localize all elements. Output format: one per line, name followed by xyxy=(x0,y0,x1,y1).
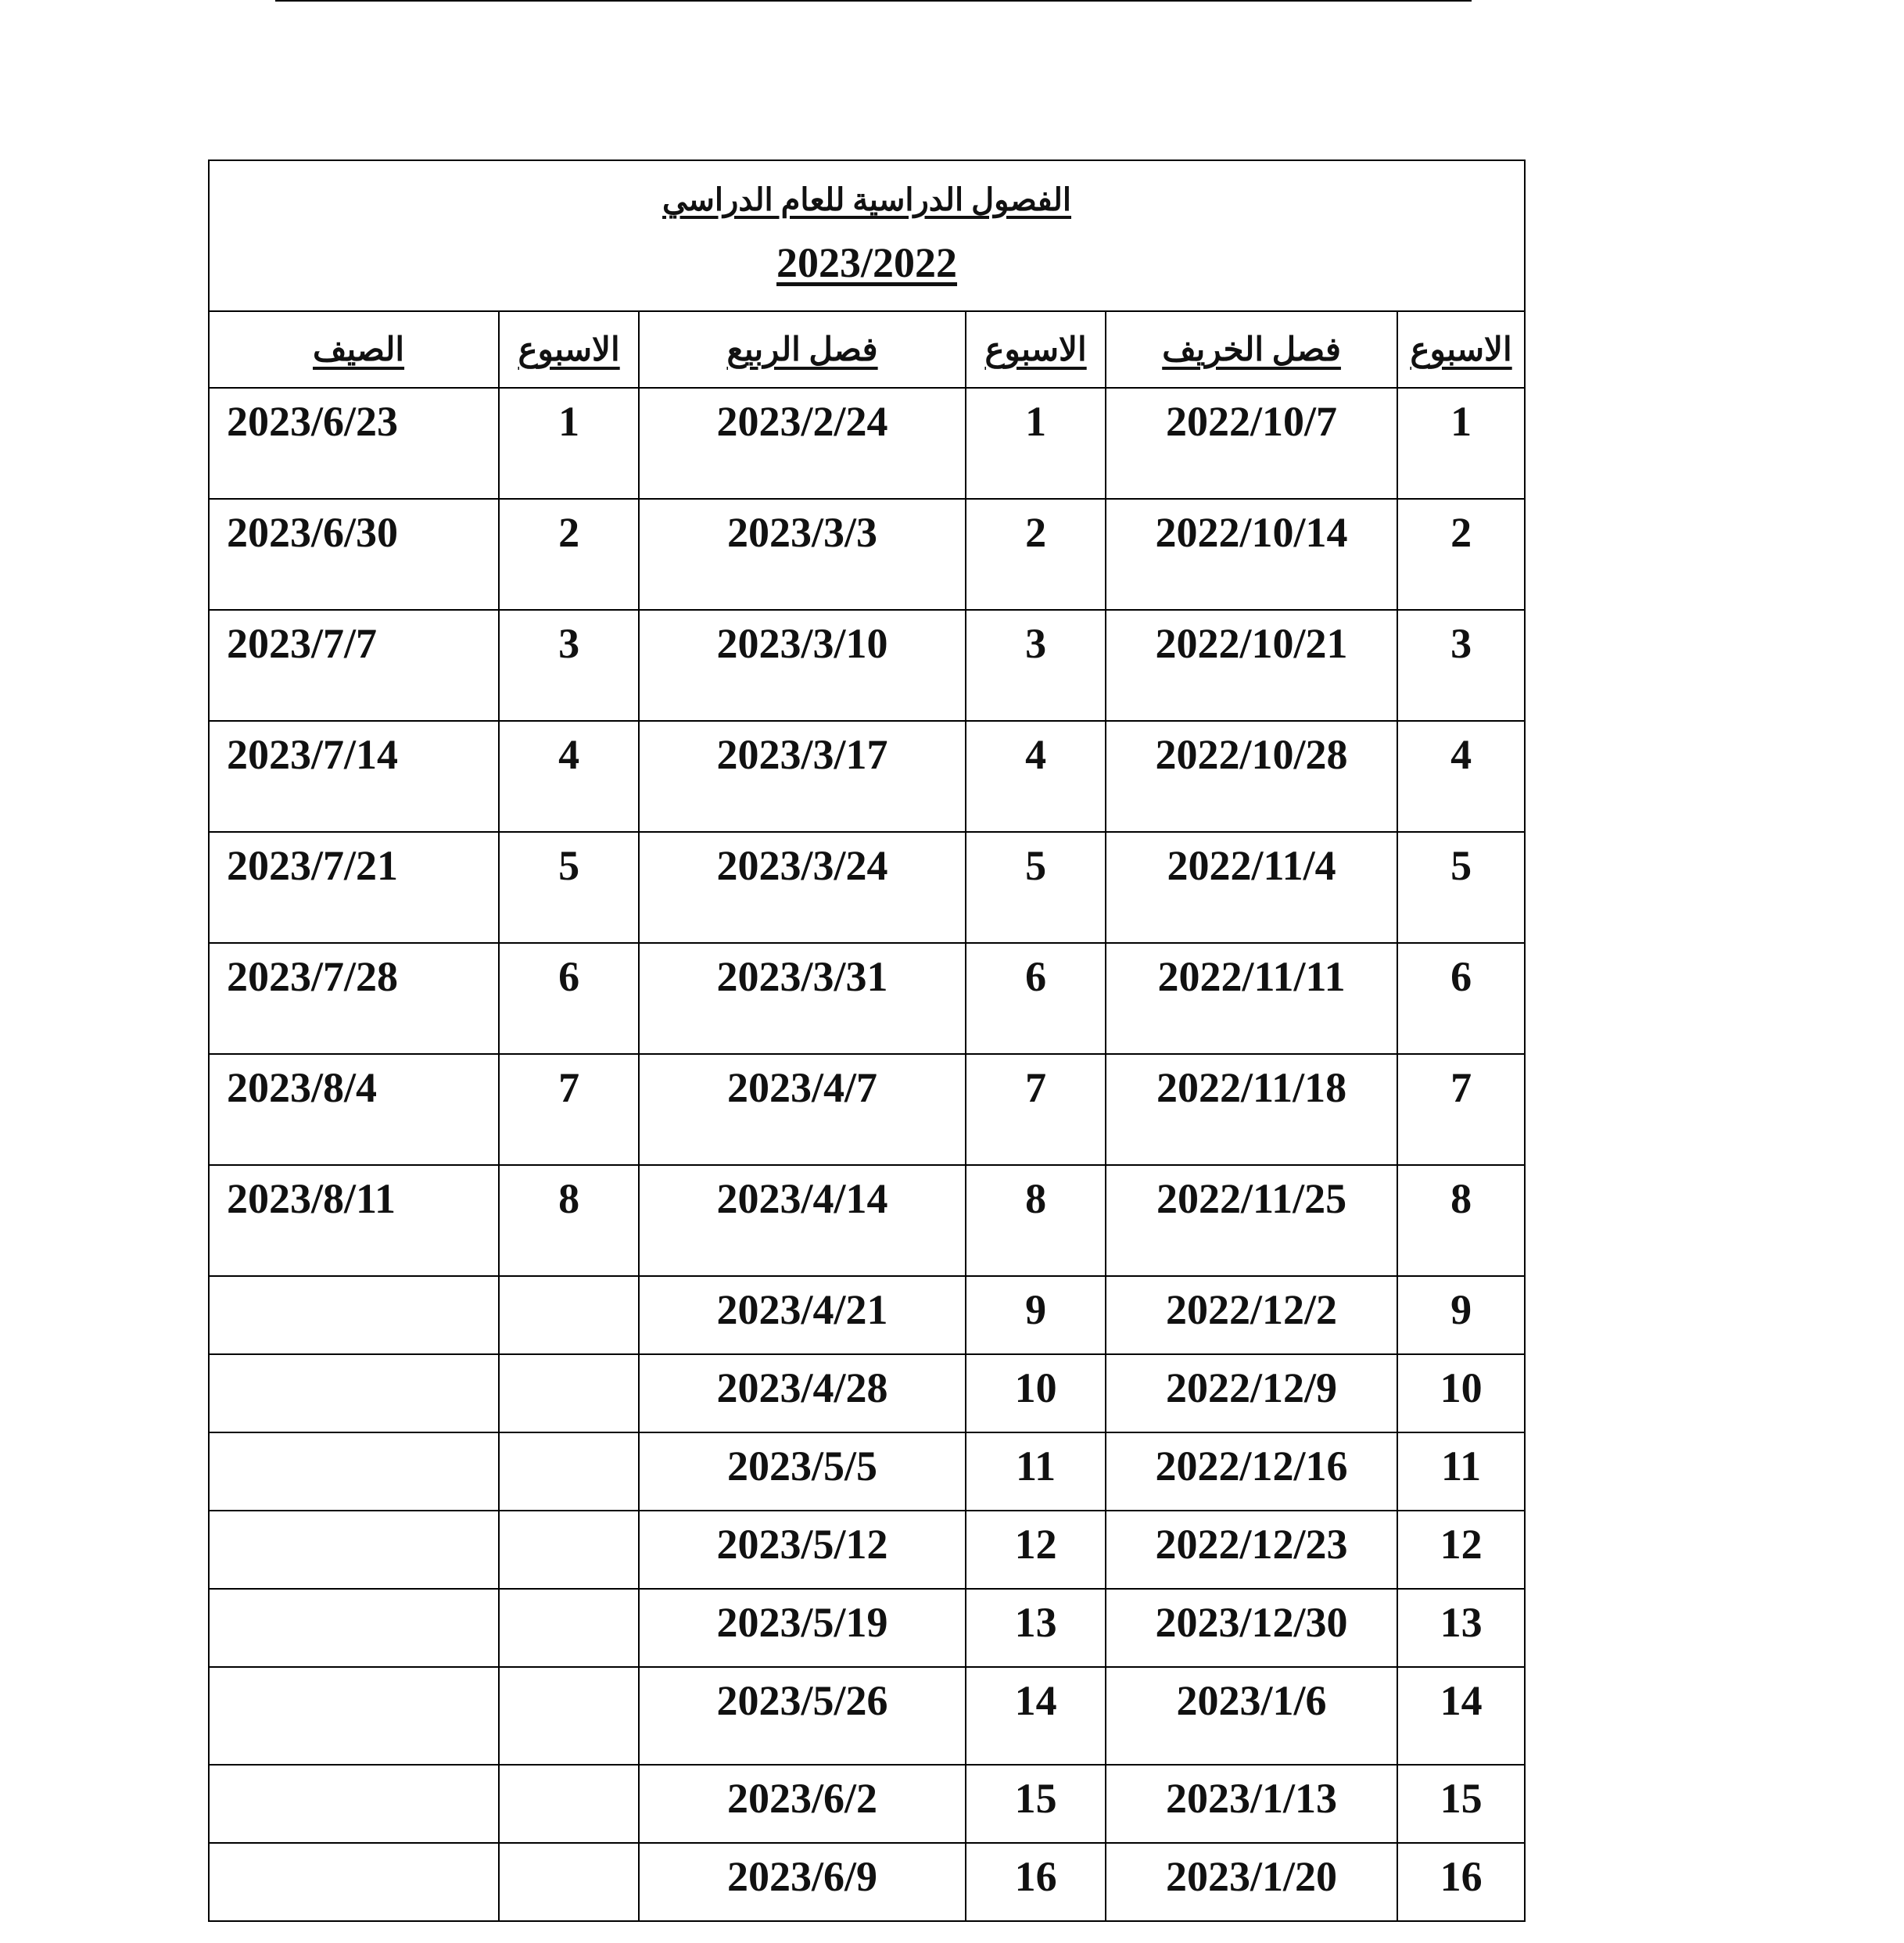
fall-week-cell: 8 xyxy=(1397,1165,1525,1276)
fall-date-cell: 2023/1/20 xyxy=(1106,1843,1397,1921)
spring-date-cell: 2023/3/31 xyxy=(639,943,966,1054)
fall-date-cell: 2022/12/9 xyxy=(1106,1354,1397,1432)
top-rule xyxy=(275,0,1472,2)
spring-date-cell: 2023/6/9 xyxy=(639,1843,966,1921)
header-fall-week: الاسبوع xyxy=(1397,311,1525,388)
table-row xyxy=(209,1765,1525,1843)
spring-week-cell: 11 xyxy=(966,1432,1106,1511)
header-fall: فصل الخريف xyxy=(1106,311,1397,388)
title-row xyxy=(209,160,1525,311)
fall-week-cell: 14 xyxy=(1397,1667,1525,1765)
table-row xyxy=(209,943,1525,1054)
summer-date-cell: 2023/7/7 xyxy=(209,610,499,721)
header-summer: الصيف xyxy=(209,311,499,388)
summer-week-cell: 2 xyxy=(499,499,639,610)
fall-week-cell: 10 xyxy=(1397,1354,1525,1432)
spring-week-cell: 2 xyxy=(966,499,1106,610)
spring-week-cell: 4 xyxy=(966,721,1106,832)
spring-week-cell: 15 xyxy=(966,1765,1106,1843)
fall-date-cell: 2022/11/25 xyxy=(1106,1165,1397,1276)
fall-date-cell: 2022/10/21 xyxy=(1106,610,1397,721)
fall-week-cell: 7 xyxy=(1397,1054,1525,1165)
header-summer-week: الاسبوع xyxy=(499,311,639,388)
spring-week-cell: 16 xyxy=(966,1843,1106,1921)
summer-week-cell: 4 xyxy=(499,721,639,832)
summer-date-cell xyxy=(209,1843,499,1921)
semester-schedule-table xyxy=(208,160,1526,1922)
spring-date-cell: 2023/3/17 xyxy=(639,721,966,832)
fall-date-cell: 2022/12/23 xyxy=(1106,1511,1397,1589)
spring-week-cell: 6 xyxy=(966,943,1106,1054)
summer-week-cell xyxy=(499,1589,639,1667)
summer-week-cell: 5 xyxy=(499,832,639,943)
table-row xyxy=(209,499,1525,610)
summer-date-cell: 2023/7/28 xyxy=(209,943,499,1054)
summer-week-cell xyxy=(499,1765,639,1843)
spring-date-cell: 2023/3/3 xyxy=(639,499,966,610)
summer-date-cell: 2023/8/4 xyxy=(209,1054,499,1165)
summer-date-cell: 2023/7/14 xyxy=(209,721,499,832)
spring-date-cell: 2023/2/24 xyxy=(639,388,966,499)
table-row xyxy=(209,1511,1525,1589)
fall-date-cell: 2023/12/30 xyxy=(1106,1589,1397,1667)
spring-date-cell: 2023/3/24 xyxy=(639,832,966,943)
summer-week-cell xyxy=(499,1276,639,1354)
fall-date-cell: 2022/11/18 xyxy=(1106,1054,1397,1165)
spring-date-cell: 2023/5/19 xyxy=(639,1589,966,1667)
summer-date-cell xyxy=(209,1765,499,1843)
summer-week-cell: 8 xyxy=(499,1165,639,1276)
fall-week-cell: 5 xyxy=(1397,832,1525,943)
summer-week-cell: 1 xyxy=(499,388,639,499)
fall-week-cell: 9 xyxy=(1397,1276,1525,1354)
spring-date-cell: 2023/4/7 xyxy=(639,1054,966,1165)
summer-date-cell: 2023/7/21 xyxy=(209,832,499,943)
summer-week-cell: 6 xyxy=(499,943,639,1054)
table-row xyxy=(209,1165,1525,1276)
spring-week-cell: 12 xyxy=(966,1511,1106,1589)
title-cell xyxy=(209,160,1525,311)
spring-week-cell: 3 xyxy=(966,610,1106,721)
spring-date-cell: 2023/5/26 xyxy=(639,1667,966,1765)
fall-week-cell: 2 xyxy=(1397,499,1525,610)
spring-week-cell: 8 xyxy=(966,1165,1106,1276)
table-row xyxy=(209,1589,1525,1667)
spring-date-cell: 2023/4/14 xyxy=(639,1165,966,1276)
fall-date-cell: 2022/12/2 xyxy=(1106,1276,1397,1354)
summer-week-cell: 3 xyxy=(499,610,639,721)
fall-date-cell: 2022/10/7 xyxy=(1106,388,1397,499)
fall-date-cell: 2022/11/11 xyxy=(1106,943,1397,1054)
table-row xyxy=(209,1054,1525,1165)
table-body xyxy=(209,388,1525,1921)
spring-week-cell: 5 xyxy=(966,832,1106,943)
summer-date-cell xyxy=(209,1354,499,1432)
spring-date-cell: 2023/6/2 xyxy=(639,1765,966,1843)
fall-date-cell: 2023/1/6 xyxy=(1106,1667,1397,1765)
table-row xyxy=(209,832,1525,943)
table-row xyxy=(209,610,1525,721)
fall-date-cell: 2023/1/13 xyxy=(1106,1765,1397,1843)
spring-week-cell: 14 xyxy=(966,1667,1106,1765)
summer-date-cell xyxy=(209,1589,499,1667)
header-row xyxy=(209,311,1525,388)
spring-date-cell: 2023/4/28 xyxy=(639,1354,966,1432)
spring-week-cell: 13 xyxy=(966,1589,1106,1667)
table-row xyxy=(209,1276,1525,1354)
table-row xyxy=(209,1354,1525,1432)
fall-week-cell: 6 xyxy=(1397,943,1525,1054)
fall-date-cell: 2022/10/28 xyxy=(1106,721,1397,832)
summer-date-cell xyxy=(209,1276,499,1354)
fall-week-cell: 3 xyxy=(1397,610,1525,721)
fall-week-cell: 1 xyxy=(1397,388,1525,499)
fall-date-cell: 2022/11/4 xyxy=(1106,832,1397,943)
summer-date-cell: 2023/6/30 xyxy=(209,499,499,610)
summer-week-cell: 7 xyxy=(499,1054,639,1165)
spring-date-cell: 2023/3/10 xyxy=(639,610,966,721)
fall-week-cell: 15 xyxy=(1397,1765,1525,1843)
summer-week-cell xyxy=(499,1667,639,1765)
fall-date-cell: 2022/12/16 xyxy=(1106,1432,1397,1511)
summer-week-cell xyxy=(499,1843,639,1921)
summer-week-cell xyxy=(499,1354,639,1432)
summer-date-cell: 2023/8/11 xyxy=(209,1165,499,1276)
fall-date-cell: 2022/10/14 xyxy=(1106,499,1397,610)
spring-date-cell: 2023/5/5 xyxy=(639,1432,966,1511)
fall-week-cell: 13 xyxy=(1397,1589,1525,1667)
fall-week-cell: 12 xyxy=(1397,1511,1525,1589)
header-spring-week: الاسبوع xyxy=(966,311,1106,388)
summer-week-cell xyxy=(499,1511,639,1589)
fall-week-cell: 11 xyxy=(1397,1432,1525,1511)
table-row xyxy=(209,1432,1525,1511)
summer-date-cell: 2023/6/23 xyxy=(209,388,499,499)
spring-date-cell: 2023/4/21 xyxy=(639,1276,966,1354)
fall-week-cell: 16 xyxy=(1397,1843,1525,1921)
spring-week-cell: 1 xyxy=(966,388,1106,499)
summer-date-cell xyxy=(209,1511,499,1589)
table-row xyxy=(209,1843,1525,1921)
spring-date-cell: 2023/5/12 xyxy=(639,1511,966,1589)
header-spring: فصل الربيع xyxy=(639,311,966,388)
spring-week-cell: 7 xyxy=(966,1054,1106,1165)
summer-date-cell xyxy=(209,1667,499,1765)
summer-date-cell xyxy=(209,1432,499,1511)
table-row xyxy=(209,1667,1525,1765)
page-title: الفصول الدراسية للعام الدراسي xyxy=(662,182,1072,217)
fall-week-cell: 4 xyxy=(1397,721,1525,832)
academic-year: 2023/2022 xyxy=(776,239,958,286)
summer-week-cell xyxy=(499,1432,639,1511)
spring-week-cell: 10 xyxy=(966,1354,1106,1432)
table-row xyxy=(209,388,1525,499)
table-row xyxy=(209,721,1525,832)
spring-week-cell: 9 xyxy=(966,1276,1106,1354)
